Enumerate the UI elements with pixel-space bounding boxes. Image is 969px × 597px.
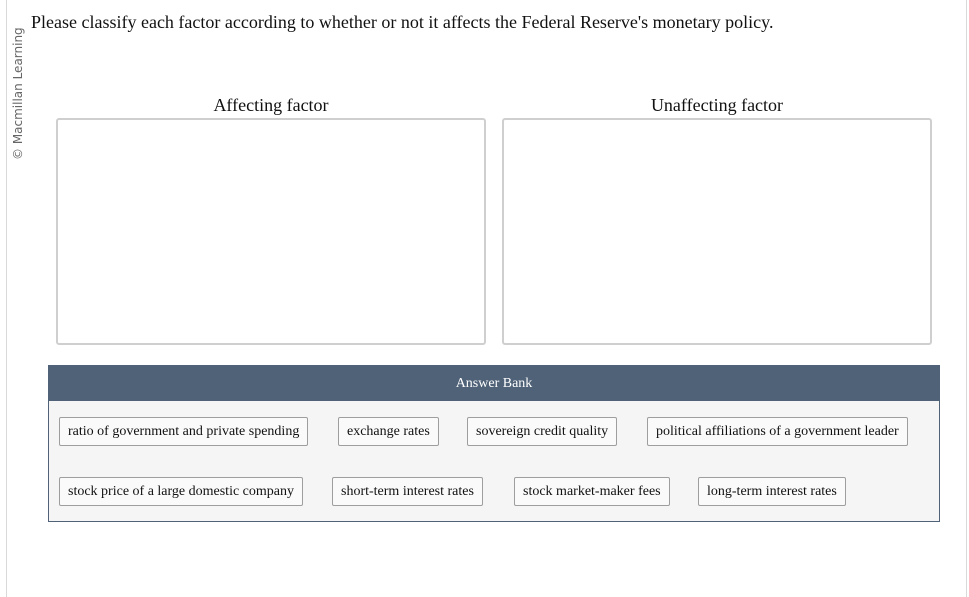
category-title-affecting: Affecting factor (213, 95, 329, 115)
answer-bank (48, 365, 940, 522)
answer-chip[interactable]: short-term interest rates (332, 477, 483, 506)
question-prompt: Please classify each factor according to whether or not it affects the Federal Reserve's monetary policy. (31, 12, 774, 32)
answer-chip[interactable]: stock market-maker fees (514, 477, 670, 506)
answer-chip[interactable]: sovereign credit quality (467, 417, 617, 446)
answer-chip[interactable]: exchange rates (338, 417, 439, 446)
left-divider (6, 0, 7, 597)
copyright-notice: © Macmillan Learning (11, 27, 25, 160)
answer-bank-title: Answer Bank (49, 366, 939, 401)
answer-chip[interactable]: stock price of a large domestic company (59, 477, 303, 506)
drop-zone-unaffecting[interactable] (502, 118, 932, 345)
drop-zone-affecting[interactable] (56, 118, 486, 345)
answer-chip[interactable]: ratio of government and private spending (59, 417, 308, 446)
answer-chip[interactable]: political affiliations of a government leader (647, 417, 908, 446)
answer-chip[interactable]: long-term interest rates (698, 477, 846, 506)
right-divider (966, 0, 967, 597)
category-title-unaffecting: Unaffecting factor (650, 95, 784, 115)
